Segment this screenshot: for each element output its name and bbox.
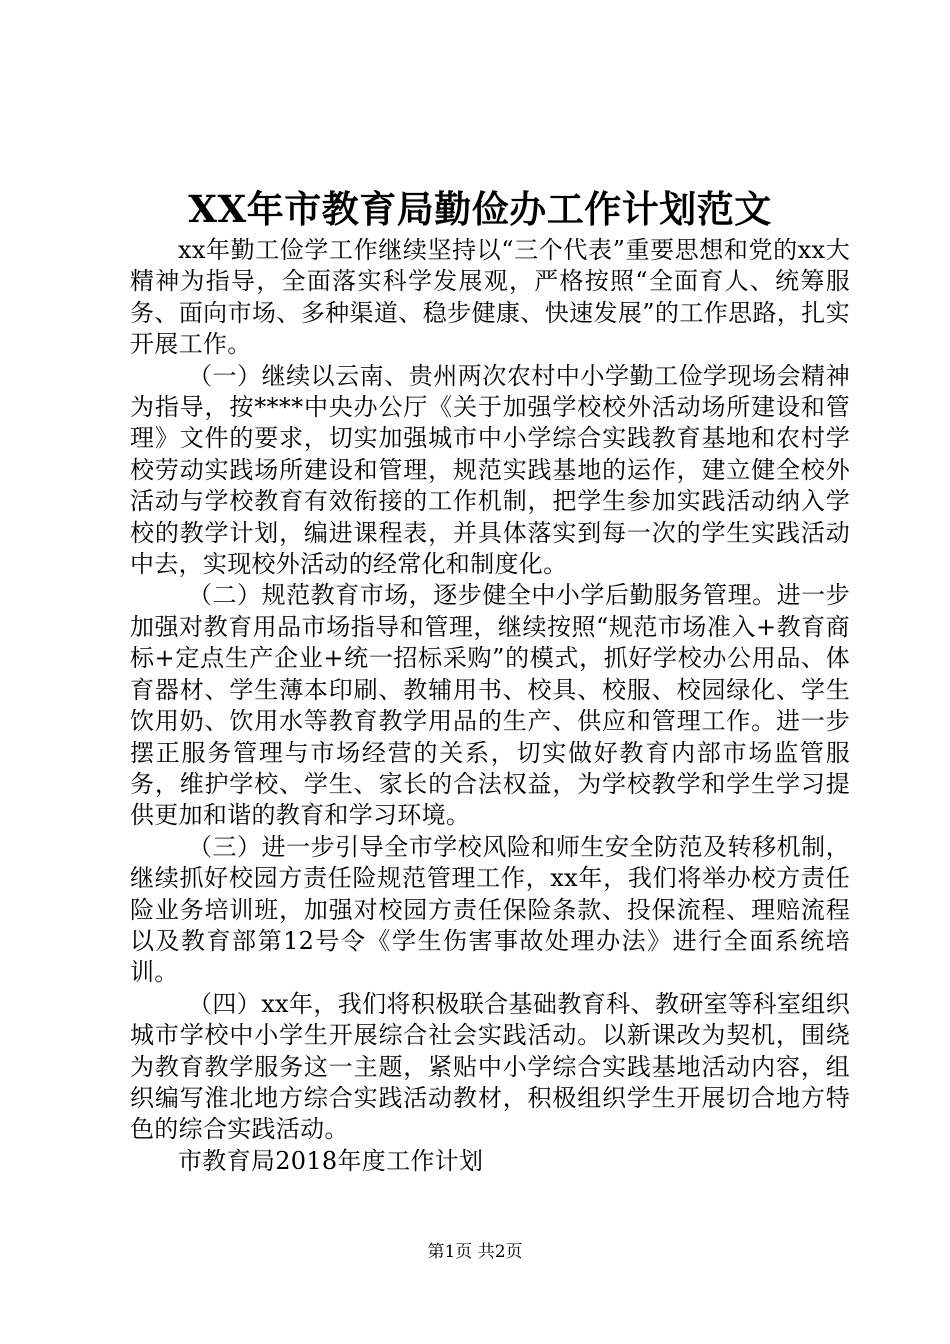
paragraph-item-4: （四）xx年，我们将积极联合基础教育科、教研室等科室组织城市学校中小学生开展综合社会实践活动。以新课改为契机，围绕为教育教学服务这一主题，紧贴中小学综合实践基地活动内容，组织编写淮北地方综合实践活动教材，积极组织学生开展切合地方特色的综合实践活动。 xyxy=(130,989,850,1144)
document-title: XX年市教育局勤俭办工作计划范文 xyxy=(188,187,772,231)
paragraph-intro: xx年勤工俭学工作继续坚持以“三个代表”重要思想和党的xx大精神为指导，全面落实科学发展观，严格按照“全面育人、统筹服务、面向市场、多种渠道、稳步健康、快速发展”的工作思路，扎实开展工作。 xyxy=(130,236,850,359)
paragraph-item-2: （二）规范教育市场，逐步健全中小学后勤服务管理。进一步加强对教育用品市场指导和管理，继续按照“规范市场准入+教育商标+定点生产企业+统一招标采购”的模式，抓好学校办公用品、体育器材、学生薄本印刷、教辅用书、校具、校服、校园绿化、学生饮用奶、饮用水等教育教学用品的生产、供应和管理工作。进一步摆正服务管理与市场经营的关系，切实做好教育内部市场监管服务，维护学校、学生、家长的合法权益，为学校教学和学生学习提供更加和谐的教育和学习环境。 xyxy=(130,581,850,830)
paragraph-closing: 市教育局2018年度工作计划 xyxy=(178,1146,484,1175)
document-body xyxy=(130,235,850,1177)
paragraph-item-3: （三）进一步引导全市学校风险和师生安全防范及转移机制，继续抓好校园方责任险规范管理工作，xx年，我们将举办校方责任险业务培训班，加强对校园方责任保险条款、投保流程、理赔流程以及教育部第12号令《学生伤害事故处理办法》进行全面系统培训。 xyxy=(130,832,850,987)
paragraph-item-1: （一）继续以云南、贵州两次农村中小学勤工俭学现场会精神为指导，按****中央办公厅《关于加强学校校外活动场所建设和管理》文件的要求，切实加强城市中小学综合实践教育基地和农村学校劳动实践场所建设和管理，规范实践基地的运作，建立健全校外活动与学校教育有效衔接的工作机制，把学生参加实践活动纳入学校的教学计划，编进课程表，并具体落实到每一次的学生实践活动中去，实现校外活动的经常化和制度化。 xyxy=(130,361,850,579)
page-number-footer: 第1页 共2页 xyxy=(427,1242,523,1262)
